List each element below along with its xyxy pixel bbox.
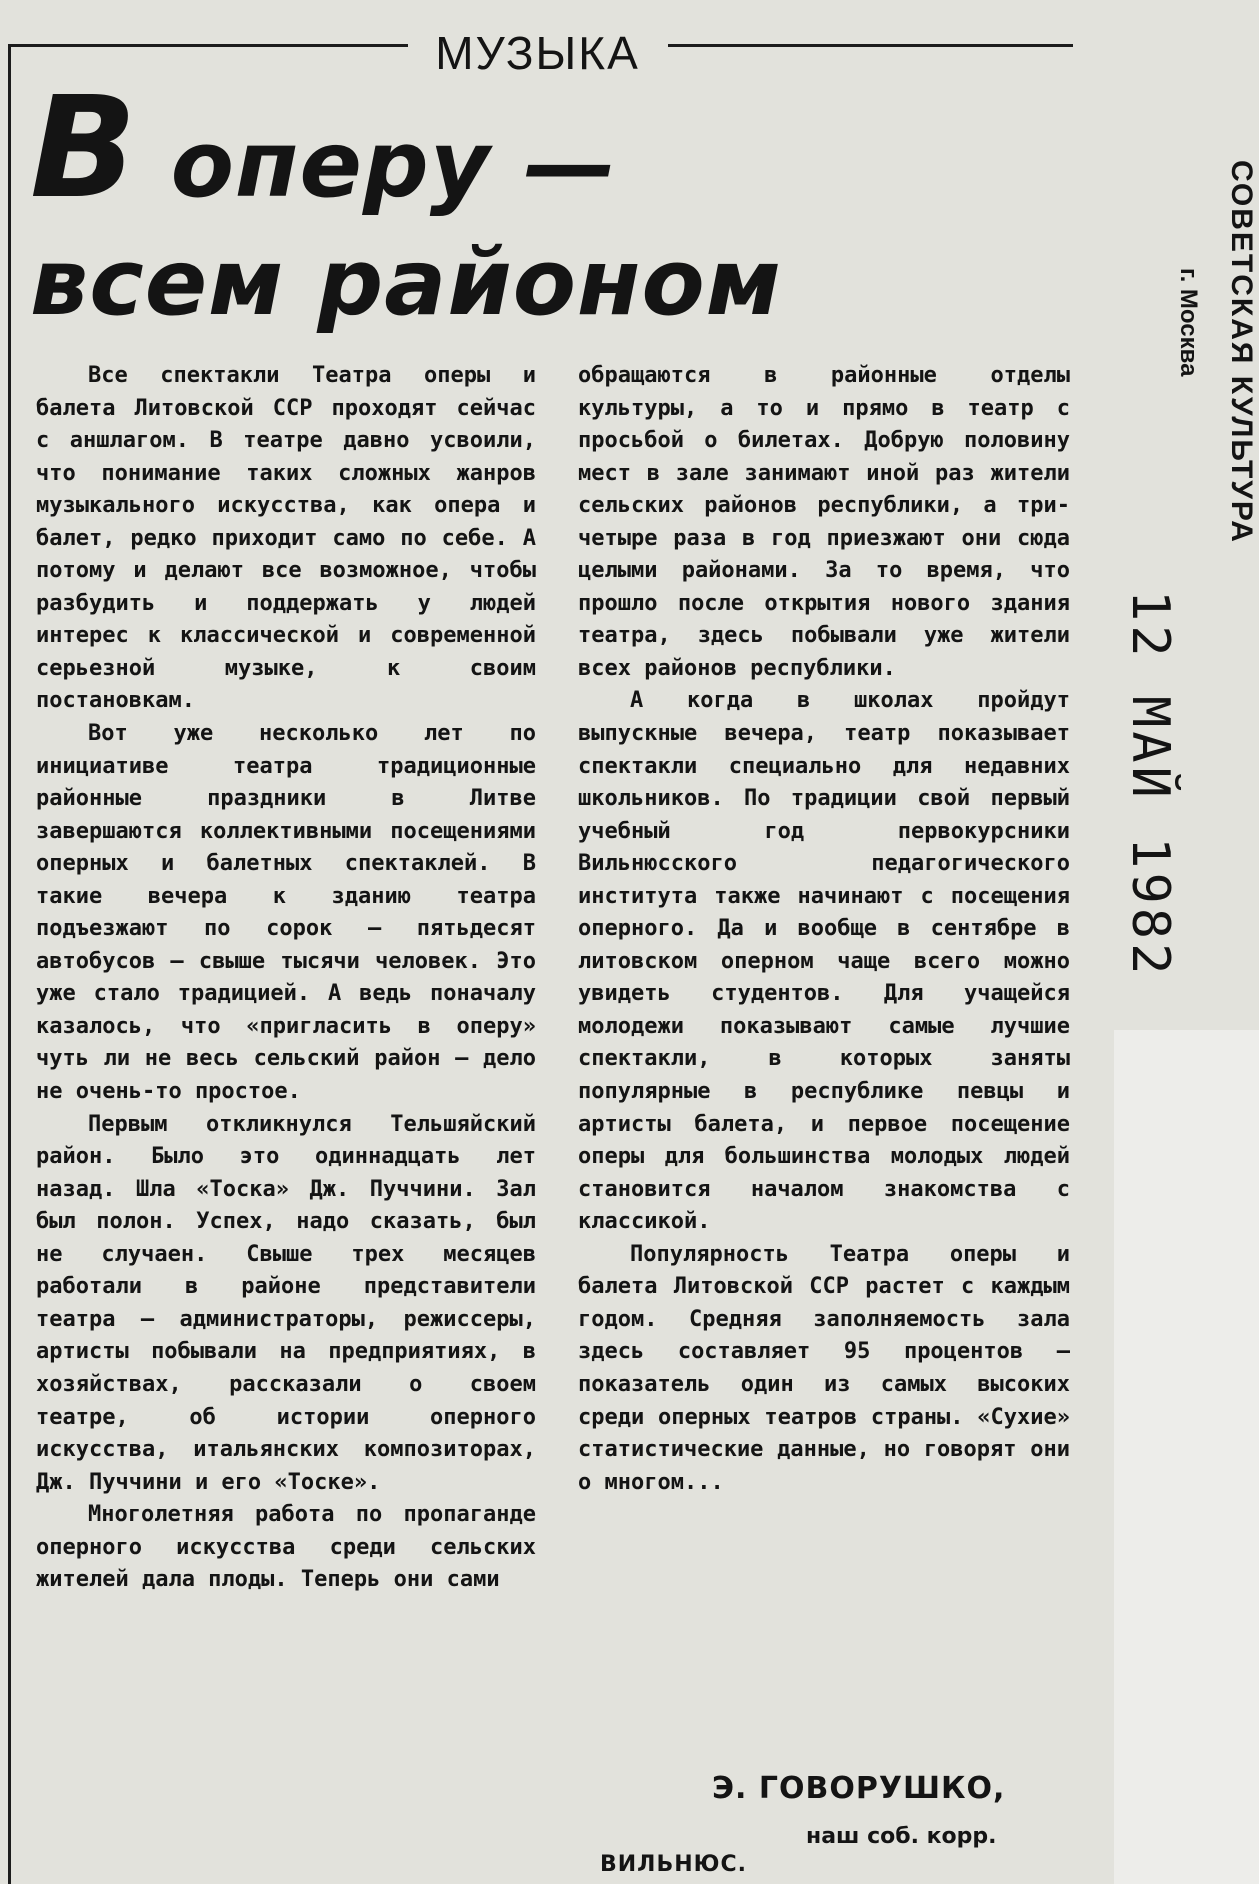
author-role: наш соб. корр. — [806, 1824, 997, 1849]
headline-initial: В — [30, 67, 138, 230]
paragraph: Популярность Театра оперы и балета Литовской ССР растет с каждым годом. Средняя заполняемость зала здесь составляет 95 процентов — показатель один из самых высоких среди оперных театров страны. «Сухие» статистические данные, но говорят они о многом... — [578, 1241, 1070, 1495]
archive-stamp-date: 12 МАЙ 1982 — [1120, 590, 1180, 979]
rubric-label: МУЗЫКА — [435, 27, 640, 79]
paper-background-strip — [1114, 1030, 1259, 1884]
headline-line-1 — [30, 67, 890, 230]
dateline-city: ВИЛЬНЮС. — [600, 1852, 747, 1877]
paragraph: Вот уже несколько лет по инициативе театра традиционные районные праздники в Литве завершаются коллективными посещениями оперных и балетных спектаклей. В такие вечера к зданию театра подъезжают по сорок — пятьдесят автобусов — свыше тысячи человек. Это уже стало традицией. А ведь поначалу казалось, что «пригласить в оперу» чуть ли не весь сельский район — дело не очень-то простое. — [36, 721, 536, 1105]
paragraph: Первым откликнулся Тельшяйский район. Было это одиннадцать лет назад. Шла «Тоска» Дж. Пуччини. Зал был полон. Успех, надо сказать, был не случаен. Свыше трех месяцев работали в районе представители театра — администраторы, режиссеры, артисты побывали на предприятиях, в хозяйствах, рассказали о своем театре, об истории оперного искусства, итальянских композиторах, Дж. Пуччини и его «Тоске». — [36, 1111, 536, 1495]
headline-line-1-rest: оперу — — [137, 111, 617, 218]
headline-line-2: всем районом — [30, 229, 782, 336]
paragraph: Многолетняя работа по пропаганде оперного искусства среди сельских жителей дала плоды. Теперь они сами — [36, 1502, 536, 1593]
archive-stamp-newspaper: СОВЕТСКАЯ КУЛЬТУРА — [1225, 160, 1258, 544]
article-column-right — [578, 360, 1070, 1499]
author-name: Э. ГОВОРУШКО, — [712, 1771, 1006, 1806]
rubric-rule-right — [668, 44, 1073, 47]
article-headline — [30, 67, 890, 342]
paragraph: обращаются в районные отделы культуры, а то и прямо в театр с просьбой о билетах. Добрую половину мест в зале занимают иной раз жители сельских районов республики, а три-четыре раза в год приезжают они сюда целыми районами. За то время, что прошло после открытия нового здания театра, здесь побывали уже жители всех районов республики. — [578, 363, 1070, 681]
rubric-rule-left — [8, 44, 408, 47]
article-column-left — [36, 360, 536, 1597]
paragraph: А когда в школах пройдут выпускные вечера, театр показывает спектакли специально для недавних школьников. По традиции свой первый учебный год первокурсники Вильнюсского педагогического института также начинают с посещения оперного. Да и вообще в сентябре в литовском оперном чаще всего можно увидеть студентов. Для учащейся молодежи показывают самые лучшие спектакли, в которых заняты популярные в республике певцы и артисты балета, и первое посещение оперы для большинства молодых людей становится началом знакомства с классикой. — [578, 688, 1070, 1235]
paragraph: Все спектакли Театра оперы и балета Литовской ССР проходят сейчас с аншлагом. В театре давно усвоили, что понимание таких сложных жанров музыкального искусства, как опера и балет, редко приходит само по себе. А потому и делают все возможное, чтобы разбудить и поддержать у людей интерес к классической и современной серьезной музыке, к своим постановкам. — [36, 363, 536, 714]
archive-stamp-city: г. Москва — [1175, 268, 1202, 377]
